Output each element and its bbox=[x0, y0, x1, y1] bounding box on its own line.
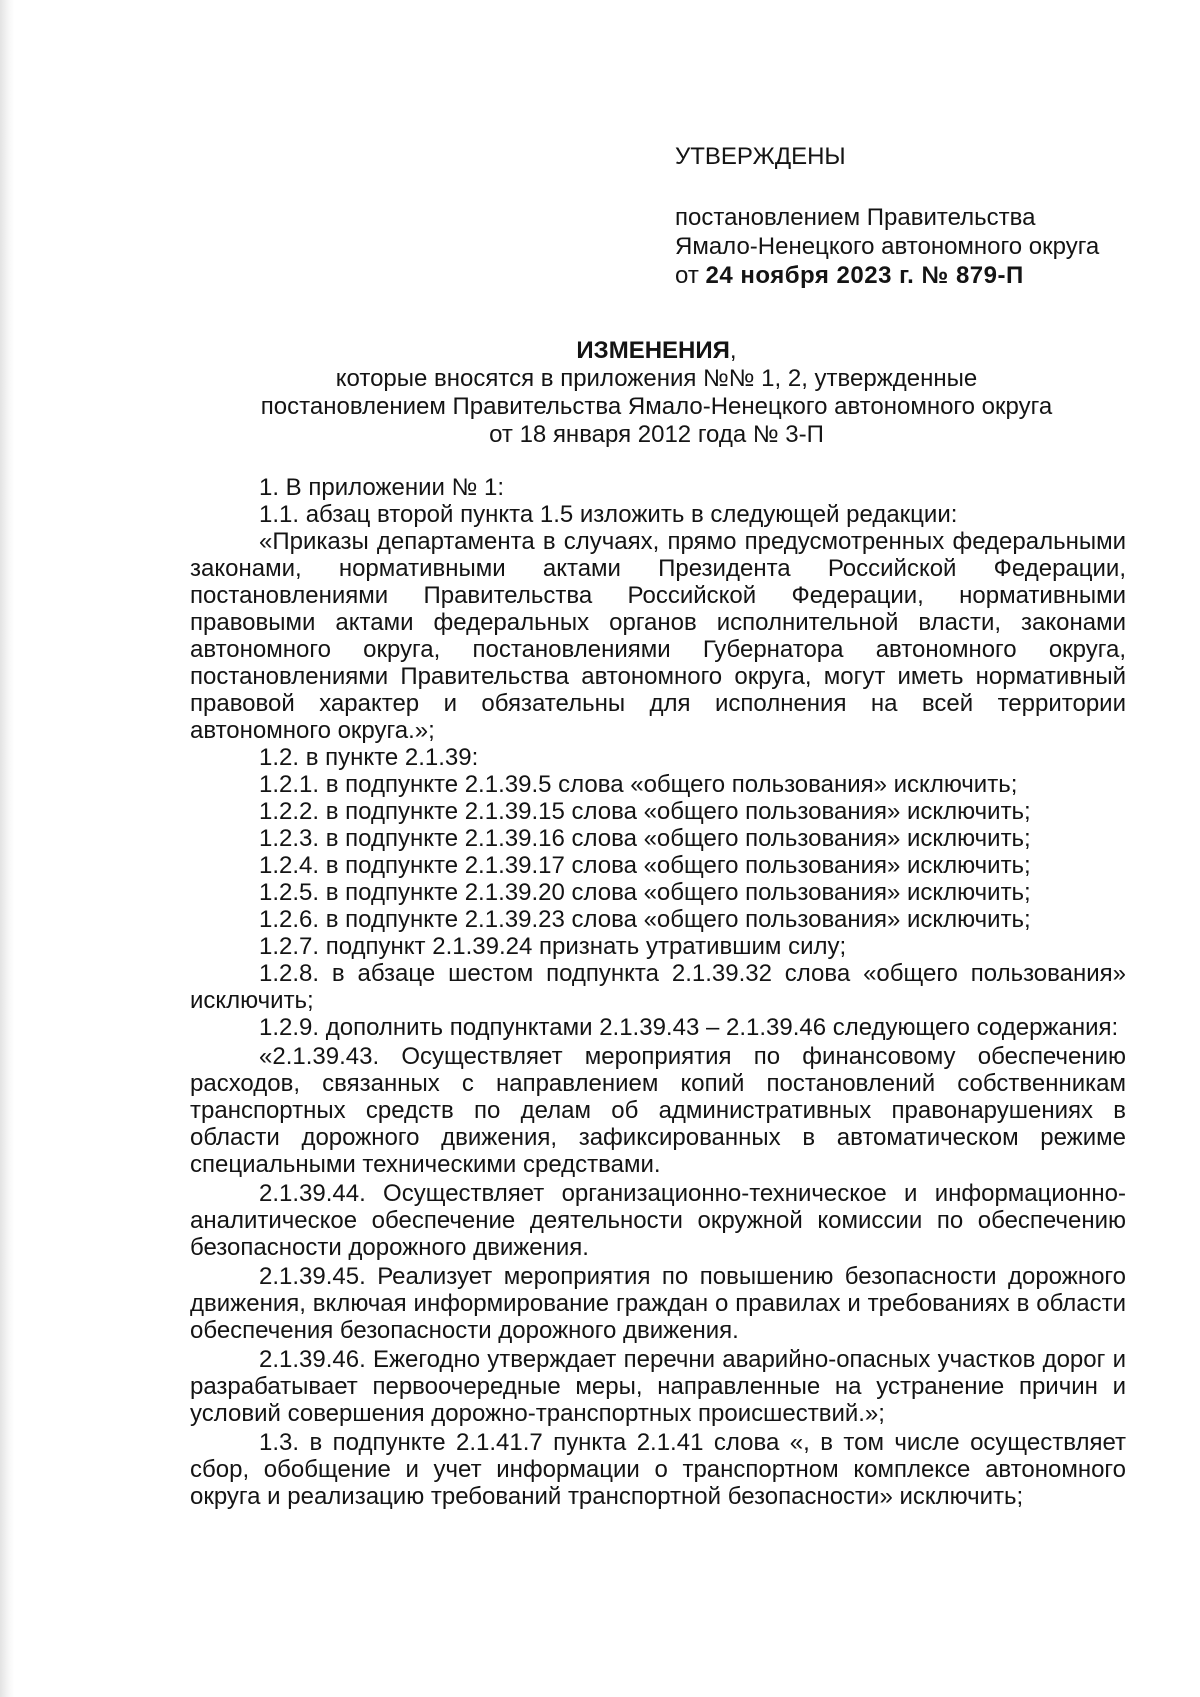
paragraph-1-2: 1.2. в пункте 2.1.39: bbox=[259, 744, 479, 771]
heading-title: ИЗМЕНЕНИЯ bbox=[576, 337, 730, 364]
approval-date-value: 24 ноября 2023 г. № 879-П bbox=[705, 262, 1024, 289]
document-heading bbox=[188, 337, 1125, 449]
paragraph-1-2-3: 1.2.3. в подпункте 2.1.39.16 слова «общего пользования» исключить; bbox=[259, 825, 1031, 852]
heading-title-row bbox=[188, 337, 1125, 365]
paragraph-1-2-6: 1.2.6. в подпункте 2.1.39.23 слова «общего пользования» исключить; bbox=[259, 906, 1031, 933]
paragraph-2-1-39-46: 2.1.39.46. Ежегодно утверждает перечни аварийно-опасных участков дорог и разрабатывает первоочередные меры, направленные на устранение причин и условий совершения дорожно-транспортных происшествий.»; bbox=[190, 1346, 1126, 1427]
paragraph-1-2-7: 1.2.7. подпункт 2.1.39.24 признать утратившим силу; bbox=[259, 933, 847, 960]
paragraph-1-2-2: 1.2.2. в подпункте 2.1.39.15 слова «общего пользования» исключить; bbox=[259, 798, 1031, 825]
heading-line-1: которые вносятся в приложения №№ 1, 2, утвержденные bbox=[335, 365, 978, 392]
approval-title: УТВЕРЖДЕНЫ bbox=[675, 143, 846, 170]
paragraph-1-2-9: 1.2.9. дополнить подпунктами 2.1.39.43 – 2.1.39.46 следующего содержания: bbox=[259, 1014, 1119, 1041]
heading-title-comma: , bbox=[729, 337, 737, 364]
scan-edge-shadow bbox=[0, 0, 14, 1697]
paragraph-1-2-1: 1.2.1. в подпункте 2.1.39.5 слова «общего пользования» исключить; bbox=[259, 771, 1018, 798]
approval-block bbox=[675, 142, 1175, 290]
paragraph-1-1-text: «Приказы департамента в случаях, прямо предусмотренных федеральными законами, нормативными актами Президента Российской Федерации, постановлениями Правительства Российской Федерации, нормативными правовыми актами федеральных органов исполнительной власти, законами автономного округа, постановлениями Губернатора автономного округа, постановлениями Правительства автономного округа, могут иметь нормативный правовой характер и обязательны для исполнения на всей территории автономного округа.»; bbox=[190, 528, 1126, 744]
approval-date-prefix: от bbox=[675, 262, 699, 289]
paragraph-1-2-8: 1.2.8. в абзаце шестом подпункта 2.1.39.32 слова «общего пользования» исключить; bbox=[190, 960, 1126, 1014]
paragraph-1-2-5: 1.2.5. в подпункте 2.1.39.20 слова «общего пользования» исключить; bbox=[259, 879, 1031, 906]
paragraph-2-1-39-43: «2.1.39.43. Осуществляет мероприятия по финансовому обеспечению расходов, связанных с направлением копий постановлений собственникам транспортных средств по делам об административных правонарушениях в области дорожного движения, зафиксированных в автоматическом режиме специальными техническими средствами. bbox=[190, 1043, 1126, 1178]
paragraph-2-1-39-45: 2.1.39.45. Реализует мероприятия по повышению безопасности дорожного движения, включая информирование граждан о правилах и требованиях в области обеспечения безопасности дорожного движения. bbox=[190, 1263, 1126, 1344]
approval-line-1: постановлением Правительства bbox=[675, 204, 1036, 231]
paragraph-1-3: 1.3. в подпункте 2.1.41.7 пункта 2.1.41 слова «, в том числе осуществляет сбор, обобщение и учет информации о транспортном комплексе автономного округа и реализацию требований транспортной безопасности» исключить; bbox=[190, 1429, 1126, 1510]
document-body bbox=[190, 474, 1126, 1510]
paragraph-2-1-39-44: 2.1.39.44. Осуществляет организационно-техническое и информационно-аналитическое обеспечение деятельности окружной комиссии по обеспечению безопасности дорожного движения. bbox=[190, 1180, 1126, 1261]
approval-date-line bbox=[675, 261, 1175, 290]
paragraph-1-2-4: 1.2.4. в подпункте 2.1.39.17 слова «общего пользования» исключить; bbox=[259, 852, 1031, 879]
heading-line-2: постановлением Правительства Ямало-Ненецкого автономного округа bbox=[260, 393, 1053, 420]
heading-line-3: от 18 января 2012 года № 3-П bbox=[489, 421, 824, 448]
approval-line-2: Ямало-Ненецкого автономного округа bbox=[675, 233, 1100, 260]
paragraph-1: 1. В приложении № 1: bbox=[259, 474, 505, 501]
paragraph-1-1: 1.1. абзац второй пункта 1.5 изложить в следующей редакции: bbox=[259, 501, 958, 528]
